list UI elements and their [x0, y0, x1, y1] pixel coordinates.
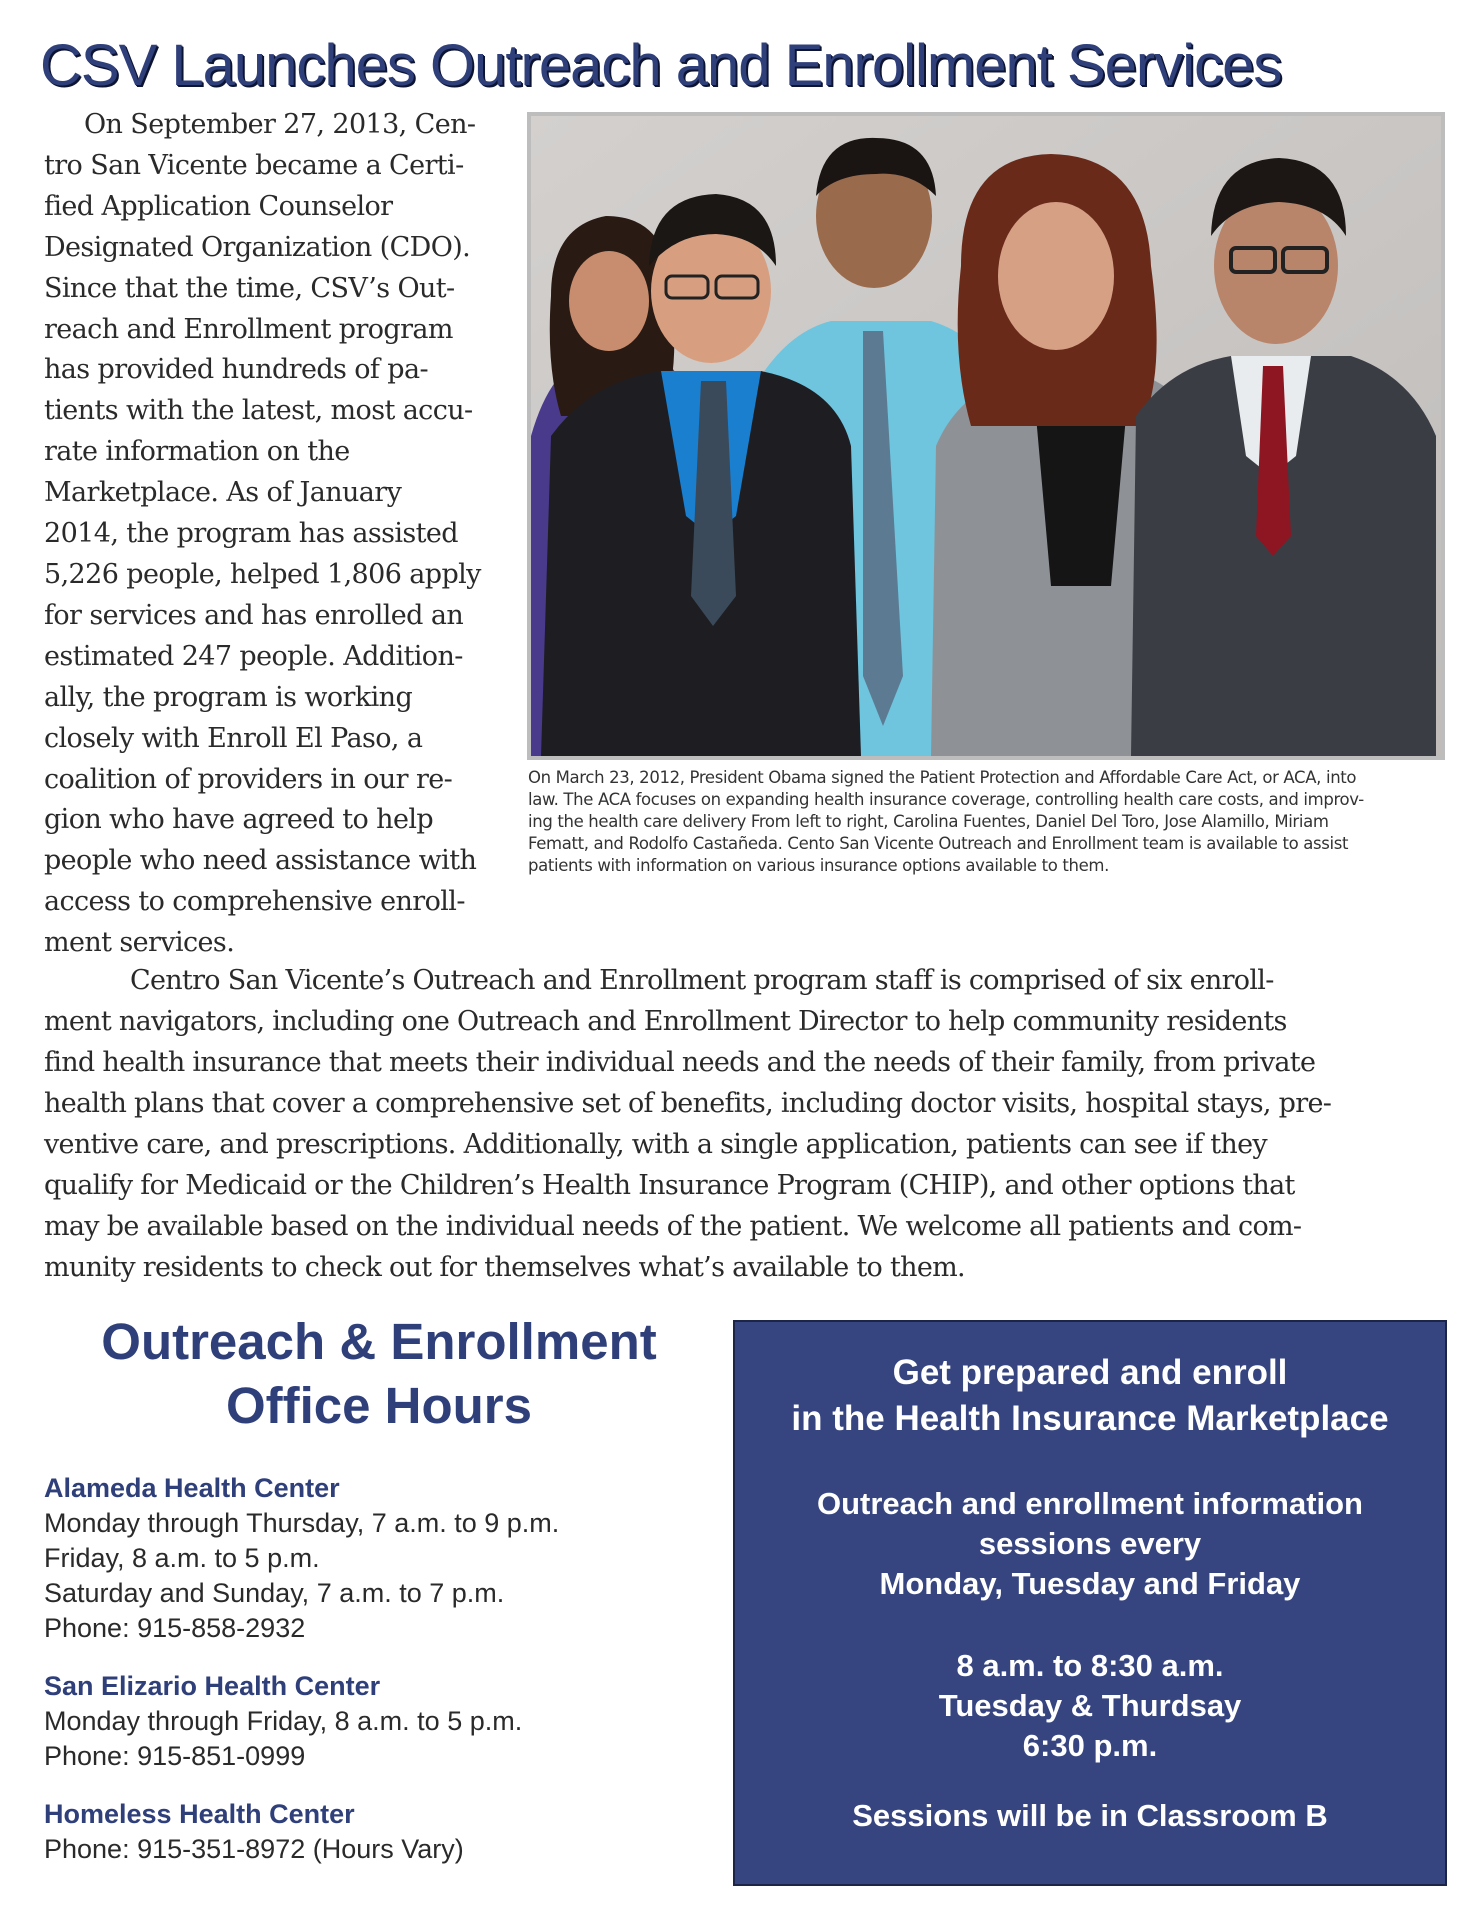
center-name: San Elizario Health Center	[44, 1671, 381, 1701]
intro-paragraph	[44, 105, 514, 964]
text-line: for services and has enrolled an	[44, 599, 464, 631]
session-time: 6:30 p.m.	[1022, 1728, 1158, 1763]
phone-line: Phone: 915-351-8972 (Hours Vary)	[44, 1834, 464, 1864]
text-line: qualify for Medicaid or the Children’s Health Insurance Program (CHIP), and other options that	[44, 1170, 1295, 1201]
team-photo	[527, 112, 1445, 760]
text-line: ventive care, and prescriptions. Additionally, with a single application, patients can see if they	[44, 1129, 1267, 1160]
text-line: ment navigators, including one Outreach and Enrollment Director to help community residents	[44, 1006, 1287, 1037]
sessions-line: sessions every	[978, 1526, 1202, 1561]
session-time: Tuesday & Thurdsay	[938, 1688, 1242, 1723]
office-hours-title-line: Office Hours	[225, 1377, 533, 1434]
promo-headline: Get prepared and enroll	[892, 1353, 1288, 1392]
hours-line: Monday through Friday, 8 a.m. to 5 p.m.	[44, 1706, 523, 1736]
photo-caption	[528, 767, 1448, 877]
text-line: closely with Enroll El Paso, a	[44, 722, 423, 754]
center-name: Homeless Health Center	[44, 1799, 355, 1829]
enrollment-promo-box	[733, 1320, 1447, 1886]
office-hours-heading	[44, 1310, 714, 1438]
text-line: access to comprehensive enroll-	[44, 886, 465, 918]
text-line: reach and Enrollment program	[44, 313, 453, 345]
text-line: tro San Vicente became a Certi-	[44, 149, 464, 181]
text-line: 2014, the program has assisted	[44, 518, 458, 550]
text-line: munity residents to check out for themselves what’s available to them.	[44, 1252, 965, 1283]
text-line: health plans that cover a comprehensive set of benefits, including doctor visits, hospital stays, pre-	[44, 1088, 1332, 1119]
text-line: Marketplace. As of January	[44, 477, 402, 509]
center-name: Alameda Health Center	[44, 1473, 340, 1503]
caption-line: On March 23, 2012, President Obama signed the Patient Protection and Affordable Care Act, or ACA, into	[528, 768, 1357, 787]
text-line: ment services.	[44, 927, 235, 959]
text-line: coalition of providers in our re-	[44, 763, 453, 795]
phone-line: Phone: 915-858-2932	[44, 1613, 306, 1643]
text-line: rate information on the	[44, 436, 350, 468]
office-hours-title-line: Outreach & Enrollment	[101, 1313, 657, 1370]
office-hours-list	[44, 1470, 684, 1889]
health-center-alameda	[44, 1470, 684, 1646]
text-line: gion who have agreed to help	[44, 804, 434, 836]
caption-line: patients with information on various insurance options available to them.	[528, 856, 1110, 875]
text-line: has provided hundreds of pa-	[44, 354, 428, 386]
text-line: people who need assistance with	[44, 845, 477, 877]
text-line: Centro San Vicente’s Outreach and Enrollment program staff is comprised of six enroll-	[130, 965, 1274, 996]
text-line: ally, the program is working	[44, 681, 413, 713]
text-line: find health insurance that meets their individual needs and the needs of their family, from private	[44, 1047, 1316, 1078]
caption-line: ing the health care delivery From left to right, Carolina Fuentes, Daniel Del Toro, Jose Alamillo, Miriam	[528, 812, 1329, 831]
session-location: Sessions will be in Classroom B	[852, 1798, 1328, 1833]
article-title: CSV Launches Outreach and Enrollment Services	[40, 33, 1282, 98]
session-time: 8 a.m. to 8:30 a.m.	[956, 1648, 1224, 1683]
promo-headline: in the Health Insurance Marketplace	[791, 1399, 1389, 1438]
text-line: 5,226 people, helped 1,806 apply	[44, 558, 481, 590]
hours-line: Monday through Thursday, 7 a.m. to 9 p.m.	[44, 1508, 560, 1538]
text-line: Since that the time, CSV’s Out-	[44, 272, 455, 304]
health-center-san-elizario	[44, 1668, 684, 1774]
caption-line: law. The ACA focuses on expanding health insurance coverage, controlling health care costs, and improv-	[528, 790, 1364, 809]
sessions-days: Monday, Tuesday and Friday	[879, 1566, 1301, 1601]
text-line: estimated 247 people. Addition-	[44, 640, 463, 672]
caption-line: Fematt, and Rodolfo Castañeda. Cento San Vicente Outreach and Enrollment team is available to assist	[528, 834, 1349, 853]
text-line: fied Application Counselor	[44, 190, 393, 222]
sessions-line: Outreach and enrollment information	[817, 1486, 1363, 1521]
hours-line: Saturday and Sunday, 7 a.m. to 7 p.m.	[44, 1578, 505, 1608]
text-line: On September 27, 2013, Cen-	[84, 109, 476, 140]
phone-line: Phone: 915-851-0999	[44, 1741, 306, 1771]
body-paragraph	[44, 960, 1454, 1288]
hours-line: Friday, 8 a.m. to 5 p.m.	[44, 1543, 320, 1573]
text-line: may be available based on the individual needs of the patient. We welcome all patients and com-	[44, 1211, 1302, 1242]
health-center-homeless	[44, 1796, 684, 1867]
text-line: Designated Organization (CDO).	[44, 231, 471, 263]
text-line: tients with the latest, most accu-	[44, 395, 473, 427]
